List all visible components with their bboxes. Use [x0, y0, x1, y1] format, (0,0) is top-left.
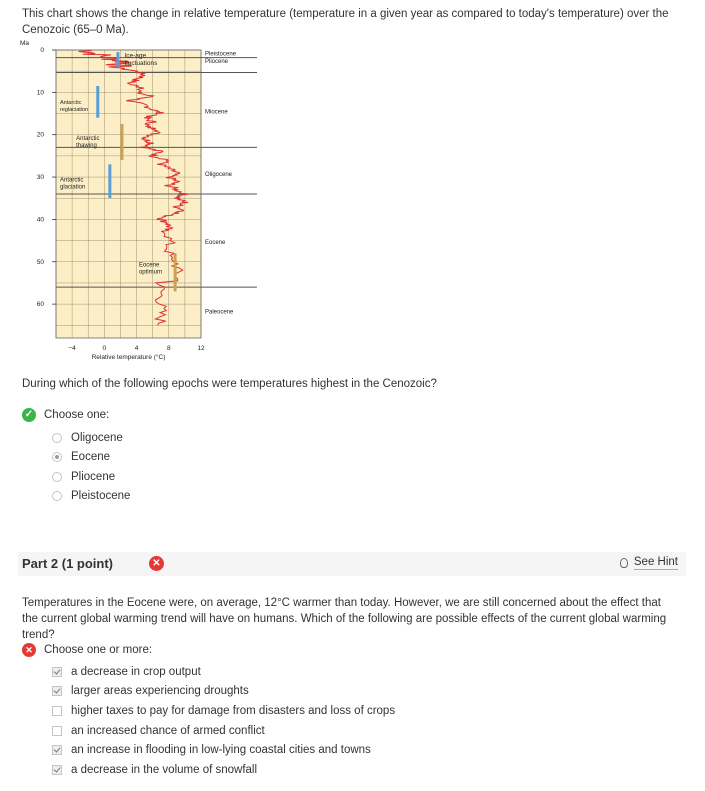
radio-option-pliocene[interactable] [52, 467, 130, 487]
epoch-paleocene: Paleocene [205, 309, 234, 316]
radio-label: Eocene [71, 451, 111, 464]
annotation-fluctuations: fluctuations [124, 60, 158, 68]
q1-options [52, 428, 130, 506]
checkbox-label: an increased chance of armed conflict [71, 724, 265, 737]
checkbox-checked[interactable] [52, 667, 62, 677]
epoch-pleistocene: Pleistocene [205, 51, 237, 58]
y-tick-label: 0 [40, 47, 44, 54]
checkbox-checked[interactable] [52, 745, 62, 755]
annotation-eocene: Eocene [138, 262, 160, 269]
question-1-text: During which of the following epochs were temperatures highest in the Cenozoic? [22, 378, 437, 390]
epoch-eocene: Eocene [205, 239, 226, 246]
epoch-oligocene: Oligocene [205, 172, 233, 179]
part-2-title: Part 2 (1 point) [22, 556, 114, 571]
antarctic-thawing-bar [120, 124, 123, 160]
radio-button[interactable] [52, 472, 62, 482]
y-tick-label: 50 [36, 258, 44, 266]
choose-one-or-more-label: Choose one or more: [44, 644, 153, 656]
checkbox-unchecked[interactable] [52, 706, 62, 716]
incorrect-x-icon: ✕ [149, 556, 164, 571]
y-tick-label: 30 [36, 174, 44, 182]
checkbox-checked[interactable] [52, 765, 62, 775]
checkbox-option[interactable] [52, 662, 395, 682]
annotation-antarctic-3: Antarctic [60, 177, 84, 184]
temperature-chart [18, 38, 258, 368]
lightbulb-icon [620, 558, 628, 568]
intro-text: This chart shows the change in relative temperature (temperature in a given year as compared to today's temperature) over the Cenozoic (65–0 Ma). [22, 8, 669, 36]
checkbox-option[interactable] [52, 682, 395, 702]
checkbox-option[interactable] [52, 721, 395, 741]
antarctic-glaciation-bar [108, 164, 111, 198]
checkbox-unchecked[interactable] [52, 726, 62, 736]
annotation-thawing: thawing [76, 142, 97, 149]
radio-label: Pleistocene [71, 490, 131, 503]
x-tick-label: 4 [134, 345, 139, 352]
annotation-optimum: optimum [138, 269, 162, 276]
antarctic-reglaciation-bar [96, 86, 99, 118]
radio-option-pleistocene[interactable] [52, 487, 130, 507]
checkbox-label: higher taxes to pay for damage from disasters and loss of crops [71, 704, 396, 717]
eocene-optimum-bar [174, 253, 177, 291]
radio-option-oligocene[interactable] [52, 428, 130, 448]
x-tick-label: −4 [68, 345, 76, 352]
x-tick-label: 12 [197, 345, 205, 352]
checkbox-label: a decrease in crop output [71, 665, 201, 678]
checkbox-option[interactable] [52, 740, 395, 760]
x-tick-label: 8 [166, 345, 171, 352]
checkbox-label: larger areas experiencing droughts [71, 685, 249, 698]
part-2-options [52, 662, 395, 780]
ice-age-bar [116, 52, 119, 67]
part-2-header [18, 552, 686, 576]
y-axis-label: Ma [20, 40, 30, 47]
annotation-glaciation: glaciation [60, 184, 86, 191]
radio-label: Oligocene [71, 431, 123, 444]
y-tick-label: 10 [36, 89, 44, 97]
correct-check-icon: ✓ [22, 408, 36, 422]
part-2-question-text: Temperatures in the Eocene were, on average, 12°C warmer than today. However, we are still concerned about the effect that the current global warming trend will have on humans. Which of the following are possible effects of the current global warming trend? [22, 597, 667, 641]
y-tick-label: 60 [36, 301, 44, 309]
checkbox-label: a decrease in the volume of snowfall [71, 763, 258, 776]
checkbox-option[interactable] [52, 760, 395, 780]
y-tick-label: 20 [36, 131, 44, 139]
epoch-miocene: Miocene [205, 109, 228, 116]
radio-button-selected[interactable] [52, 452, 62, 462]
checkbox-checked[interactable] [52, 686, 62, 696]
x-axis-label: Relative temperature (°C) [91, 354, 166, 361]
radio-label: Pliocene [71, 470, 116, 483]
annotation-ice-age: Ice-age [124, 52, 147, 60]
epoch-pliocene: Pliocene [205, 59, 229, 66]
annotation-reglaciation: reglaciation [60, 106, 89, 113]
annotation-antarctic-2: Antarctic [76, 135, 100, 142]
x-tick-label: 0 [102, 345, 107, 352]
choose-one-label: Choose one: [44, 409, 110, 421]
see-hint-label: See Hint [633, 556, 678, 568]
checkbox-label: an increase in flooding in low-lying coastal cities and towns [71, 744, 371, 757]
radio-button[interactable] [52, 491, 62, 501]
y-tick-label: 40 [36, 216, 44, 224]
incorrect-x-icon: ✕ [22, 643, 36, 657]
radio-option-eocene[interactable] [52, 448, 130, 468]
annotation-antarctic-1: Antarctic [60, 100, 82, 107]
checkbox-option[interactable] [52, 701, 395, 721]
radio-button[interactable] [52, 433, 62, 443]
see-hint-link[interactable] [620, 556, 678, 570]
